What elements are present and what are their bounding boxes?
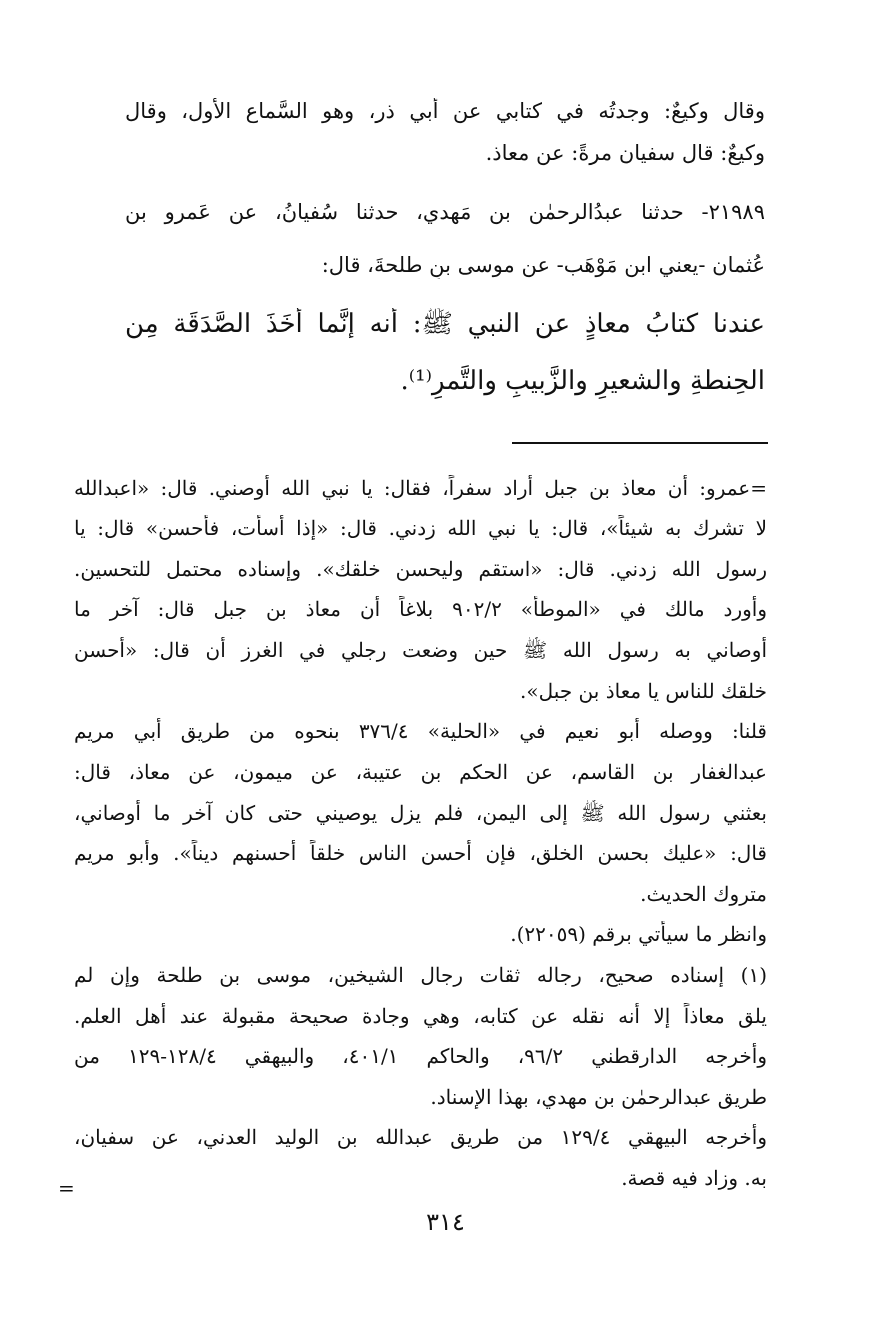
footnote-divider [512,442,768,444]
footnote-line: متروك الحديث. [640,882,767,906]
footnote-line: يلق معاذاً إلا أنه نقله عن كتابه، وهي وجادة صحيحة مقبولة عند أهل العلم. [74,1004,767,1028]
footnote-line: به. وزاد فيه قصة. [621,1166,767,1190]
footnote-line: أوصاني به رسول الله ﷺ حين وضعت رجلي في الغرز أن قال: «أحسن [74,638,767,662]
footnote-line: خلقك للناس يا معاذ بن جبل». [520,679,767,703]
footnote-line: رسول الله زدني. قال: «استقم وليحسن خلقك». وإسناده محتمل للتحسين. [74,557,767,581]
main-line: عُثمان -يعني ابن مَوْهَب- عن موسى بنِ طلحةَ، قال: [321,253,765,277]
footnote-line: =عمرو: أن معاذ بن جبل أراد سفراً، فقال: يا نبي الله أوصني. قال: «اعبدالله [74,476,767,500]
footnote-line: قلنا: ووصله أبو نعيم في «الحلية» ٣٧٦/٤ بنحوه من طريق أبي مريم [74,719,767,743]
footnote-line: عبدالغفار بن القاسم، عن الحكم بن عتيبة، عن ميمون، عن معاذ، قال: [74,760,767,784]
footnote-line: قال: «عليك بحسن الخلق، فإن أحسن الناس خلقاً أحسنهم ديناً». وأبو مريم [74,841,767,865]
footnote-line: لا تشرك به شيئاً»، قال: يا نبي الله زدني. قال: «إذا أسأت، فأحسن» قال: يا [74,516,767,540]
footnote-line: وانظر ما سيأتي برقم (٢٢٠٥٩). [510,922,767,946]
hadith-text-line: الحِنطةِ والشعيرِ والزَّبيبِ والتَّمرِ⁽¹⁾. [400,366,765,396]
footnote-line: وأخرجه البيهقي ١٢٩/٤ من طريق عبدالله بن الوليد العدني، عن سفيان، [74,1125,767,1149]
main-line: وقال وكيعٌ: وجدتُه في كتابي عن أبي ذر، وهو السَّماع الأول، وقال [125,99,765,123]
footnote-line: وأخرجه الدارقطني ٩٦/٢، والحاكم ٤٠١/١، والبيهقي ١٢٨/٤-١٢٩ من [74,1044,767,1068]
footnote-line: طريق عبدالرحمٰن بن مهدي، بهذا الإسناد. [430,1085,767,1109]
footnote-line: (١) إسناده صحيح، رجاله ثقات رجال الشيخين، موسى بن طلحة وإن لم [74,963,767,987]
footnote-line: بعثني رسول الله ﷺ إلى اليمن، فلم يزل يوصيني حتى كان آخر ما أوصاني، [74,801,767,825]
hadith-number-line: ٢١٩٨٩- حدثنا عبدُالرحمٰن بن مَهدي، حدثنا سُفيانُ، عن عَمرو بن [125,200,765,224]
page-number: ٣١٤ [426,1208,465,1236]
footnote-line: وأورد مالك في «الموطأ» ٩٠٢/٢ بلاغاً أن معاذ بن جبل قال: آخر ما [74,597,767,621]
hadith-text-line: عندنا كتابُ معاذٍ عن النبي ﷺ: أنه إنَّما أَخَذَ الصَّدَقَة مِن [125,309,765,339]
continuation-mark: = [58,1176,75,1200]
main-line: وكيعٌ: قال سفيان مرةً: عن معاذ. [485,141,765,165]
